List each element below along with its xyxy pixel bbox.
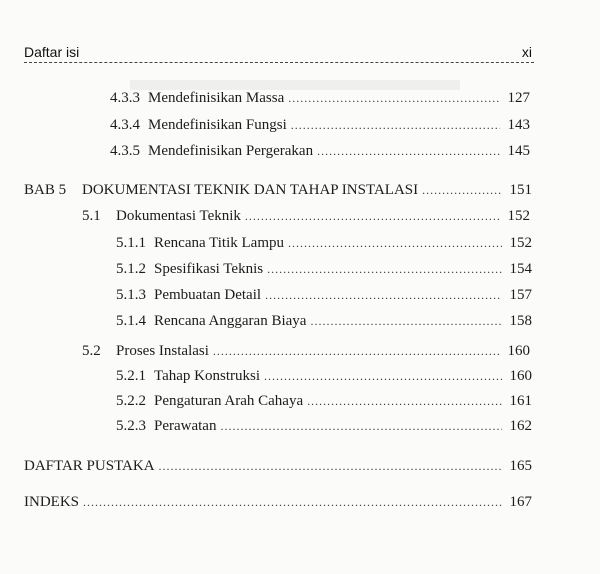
toc-entry-page: 158 bbox=[509, 313, 532, 329]
toc-entry-title: Spesifikasi Teknis bbox=[154, 261, 264, 277]
toc-entry-number: 4.3.3 bbox=[110, 90, 140, 106]
toc-leader-dots bbox=[264, 366, 502, 386]
toc-entry-number: 4.3.4 bbox=[110, 117, 140, 133]
toc-section-5-2 bbox=[82, 341, 530, 361]
toc-entry-title: Rencana Anggaran Biaya bbox=[154, 313, 307, 329]
toc-leader-dots bbox=[317, 141, 500, 161]
toc-section-5-1 bbox=[82, 206, 530, 226]
toc-entry-page: 162 bbox=[509, 418, 532, 434]
toc-backmatter-page: 165 bbox=[509, 458, 532, 474]
header-section-title: Daftar isi bbox=[24, 44, 80, 60]
toc-entry-page: 145 bbox=[507, 143, 530, 159]
toc-entry-title: Pengaturan Arah Cahaya bbox=[154, 393, 304, 409]
toc-entry-title: Mendefinisikan Massa bbox=[148, 90, 285, 106]
toc-entry-4-3-5 bbox=[110, 141, 530, 161]
toc-entry-number: 5.2.3 bbox=[116, 418, 146, 434]
toc-leader-dots bbox=[265, 285, 502, 305]
toc-entry-title: Pembuatan Detail bbox=[154, 287, 262, 303]
toc-entry-4-3-3 bbox=[110, 88, 530, 108]
toc-entry-number: 5.1.3 bbox=[116, 287, 146, 303]
toc-entry-number: 4.3.5 bbox=[110, 143, 140, 159]
toc-entry-number: 5.1.4 bbox=[116, 313, 146, 329]
toc-chapter-5 bbox=[24, 180, 532, 200]
toc-section-title: Proses Instalasi bbox=[116, 343, 209, 359]
toc-leader-dots bbox=[83, 492, 502, 512]
toc-entry-5-1-1 bbox=[116, 233, 532, 253]
running-header bbox=[24, 40, 534, 63]
toc-entry-5-1-2 bbox=[116, 259, 532, 279]
toc-backmatter-page: 167 bbox=[509, 494, 532, 510]
toc-backmatter-title: DAFTAR PUSTAKA bbox=[24, 458, 155, 474]
toc-entry-title: Mendefinisikan Fungsi bbox=[148, 117, 287, 133]
toc-leader-dots bbox=[307, 391, 502, 411]
toc-entry-number: 5.2.2 bbox=[116, 393, 146, 409]
toc-entry-number: 5.1.2 bbox=[116, 261, 146, 277]
toc-leader-dots bbox=[213, 341, 500, 361]
toc-indeks bbox=[24, 492, 532, 512]
toc-section-page: 160 bbox=[507, 343, 530, 359]
toc-entry-5-1-4 bbox=[116, 311, 532, 331]
toc-leader-dots bbox=[288, 233, 502, 253]
toc-entry-number: 5.2.1 bbox=[116, 368, 146, 384]
toc-entry-page: 143 bbox=[507, 117, 530, 133]
toc-backmatter-title: INDEKS bbox=[24, 494, 79, 510]
toc-entry-title: Mendefinisikan Pergerakan bbox=[148, 143, 314, 159]
toc-entry-5-2-1 bbox=[116, 366, 532, 386]
toc-entry-page: 152 bbox=[509, 235, 532, 251]
toc-leader-dots bbox=[310, 311, 502, 331]
toc-section-number: 5.1 bbox=[82, 208, 101, 224]
toc-entry-5-2-2 bbox=[116, 391, 532, 411]
toc-entry-number: 5.1.1 bbox=[116, 235, 146, 251]
toc-entry-page: 160 bbox=[509, 368, 532, 384]
toc-chapter-number: BAB 5 bbox=[24, 182, 67, 198]
toc-entry-title: Rencana Titik Lampu bbox=[154, 235, 284, 251]
toc-entry-5-2-3 bbox=[116, 416, 532, 436]
toc-leader-dots bbox=[267, 259, 502, 279]
toc-entry-title: Perawatan bbox=[154, 418, 217, 434]
toc-chapter-title: DOKUMENTASI TEKNIK DAN TAHAP INSTALASI bbox=[82, 182, 419, 198]
toc-section-number: 5.2 bbox=[82, 343, 101, 359]
toc-leader-dots bbox=[245, 206, 500, 226]
toc-leader-dots bbox=[288, 88, 500, 108]
toc-leader-dots bbox=[220, 416, 502, 436]
toc-chapter-page: 151 bbox=[509, 182, 532, 198]
toc-entry-page: 161 bbox=[509, 393, 532, 409]
toc-leader-dots bbox=[422, 180, 502, 200]
header-page-number: xi bbox=[521, 44, 532, 60]
toc-leader-dots bbox=[159, 456, 502, 476]
toc-daftar-pustaka bbox=[24, 456, 532, 476]
toc-entry-5-1-3 bbox=[116, 285, 532, 305]
toc-leader-dots bbox=[291, 115, 500, 135]
toc-section-page: 152 bbox=[507, 208, 530, 224]
toc-entry-title: Tahap Konstruksi bbox=[154, 368, 261, 384]
toc-entry-page: 127 bbox=[507, 90, 530, 106]
toc-entry-4-3-4 bbox=[110, 115, 530, 135]
toc-entry-page: 157 bbox=[509, 287, 532, 303]
toc-section-title: Dokumentasi Teknik bbox=[116, 208, 241, 224]
toc-entry-page: 154 bbox=[509, 261, 532, 277]
